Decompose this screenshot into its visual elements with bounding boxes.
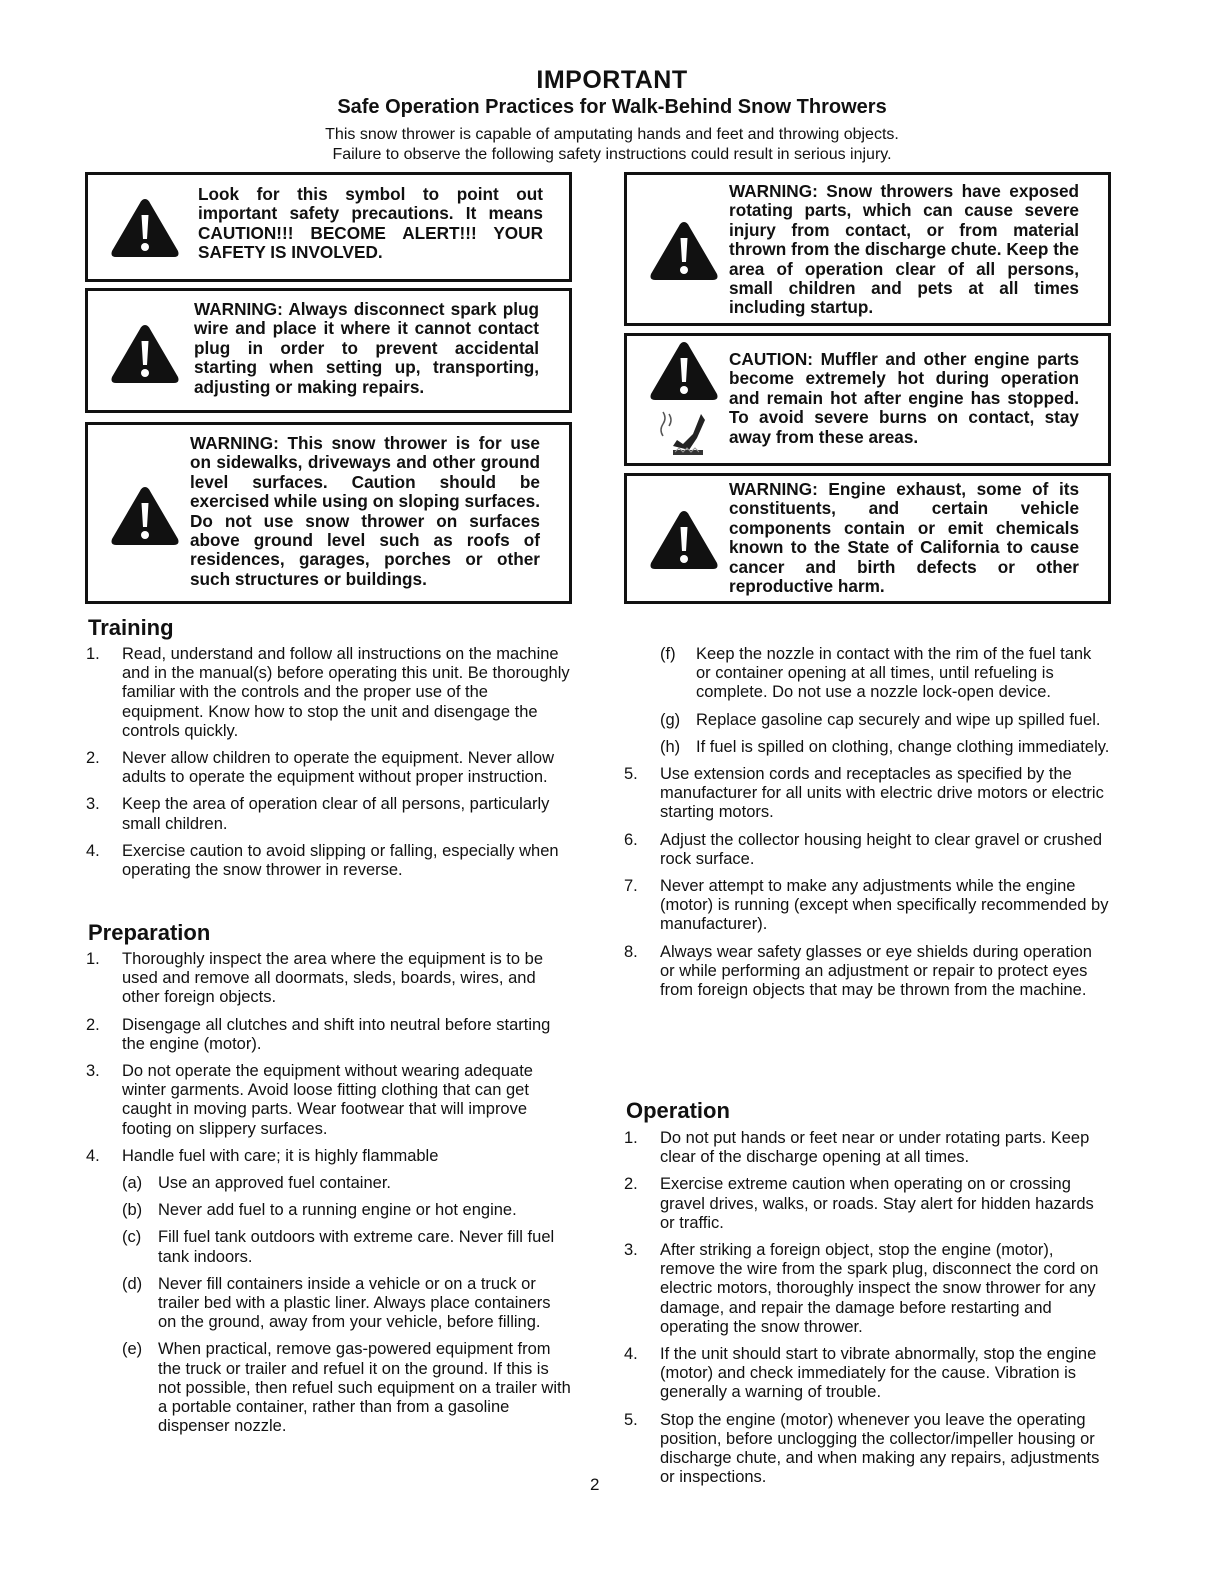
item-text: Never allow children to operate the equipment. Never allow adults to operate the equipment without proper instruction. bbox=[122, 749, 554, 787]
item-number: 2. bbox=[624, 1175, 638, 1194]
list-item bbox=[86, 842, 572, 880]
item-number: 6. bbox=[624, 830, 638, 849]
list-item bbox=[86, 749, 572, 787]
item-number: 2. bbox=[86, 749, 100, 768]
list-item bbox=[624, 1241, 1110, 1337]
item-number: 3. bbox=[624, 1241, 638, 1260]
exhaust-warning-text: WARNING: Engine exhaust, some of its constituents, and certain vehicle components contain or emit chemicals known to the State of California to cause cancer and birth defects or other reproductive harm. bbox=[729, 479, 1079, 597]
list-item bbox=[86, 1147, 572, 1166]
preparation-heading: Preparation bbox=[88, 920, 211, 945]
item-number: 1. bbox=[86, 645, 100, 663]
rotating-parts-warning-box bbox=[624, 172, 1111, 326]
list-item bbox=[86, 1016, 572, 1054]
list-item bbox=[624, 831, 1110, 869]
item-number: 4. bbox=[86, 841, 100, 860]
item-text: Exercise caution to avoid slipping or falling, especially when operating the snow thrower in reverse. bbox=[122, 841, 559, 880]
item-text: Do not operate the equipment without wearing adequate winter garments. Avoid loose fitting clothing that can get caught in moving parts. Wear footwear that will improve footing on slippery surfaces. bbox=[122, 1062, 533, 1138]
item-text: If fuel is spilled on clothing, change clothing immediately. bbox=[696, 737, 1110, 756]
item-text: Handle fuel with care; it is highly flammable bbox=[122, 1146, 439, 1165]
item-text: Do not put hands or feet near or under rotating parts. Keep clear of the discharge opening at all times. bbox=[660, 1129, 1090, 1167]
item-letter: (d) bbox=[122, 1274, 143, 1293]
warning-triangle-icon bbox=[649, 220, 719, 282]
item-text: After striking a foreign object, stop the engine (motor), remove the wire from the spark plug, disconnect the cord on electric motors, thoroughly inspect the snow thrower for any damage, and repair the damage before restarting and operating the snow thrower. bbox=[660, 1241, 1099, 1336]
operation-list bbox=[624, 1129, 1110, 1495]
item-number: 7. bbox=[624, 877, 638, 896]
surfaces-warning-text: WARNING: This snow thrower is for use on sidewalks, driveways and other ground level surfaces. Caution should be exercised while using on sloping surfaces. Do not use snow thrower on surfaces above ground level such as roofs of residences, garages, porches or other such structures or buildings. bbox=[190, 433, 540, 589]
page-number: 2 bbox=[590, 1475, 600, 1494]
rotating-parts-warning-text: WARNING: Snow throwers have exposed rotating parts, which can cause severe injury from contact, or from material thrown from the discharge chute. Keep the area of operation clear of all persons, small children and pets at all times including startup. bbox=[729, 181, 1079, 318]
list-item bbox=[86, 645, 572, 741]
item-text: Keep the nozzle in contact with the rim of the fuel tank or container opening at all times, until refueling is complete. Do not use a nozzle lock-open device. bbox=[696, 645, 1092, 702]
item-number: 4. bbox=[624, 1345, 638, 1364]
item-letter: (e) bbox=[122, 1340, 143, 1359]
item-text: Disengage all clutches and shift into neutral before starting the engine (motor). bbox=[122, 1015, 551, 1053]
item-number: 1. bbox=[624, 1129, 638, 1147]
hot-surface-icon bbox=[653, 404, 713, 459]
item-text: Replace gasoline cap securely and wipe up spilled fuel. bbox=[696, 710, 1101, 729]
spark-plug-warning-text: WARNING: Always disconnect spark plug wire and place it where it cannot contact plug in order to prevent accidental starting when setting up, transporting, adjusting or making repairs. bbox=[194, 299, 539, 397]
list-item bbox=[624, 1175, 1110, 1233]
muffler-caution-box bbox=[624, 333, 1111, 466]
exhaust-warning-box bbox=[624, 473, 1111, 604]
list-item bbox=[624, 1129, 1110, 1167]
list-item bbox=[86, 795, 572, 833]
item-number: 3. bbox=[86, 795, 100, 814]
page-subtitle: Safe Operation Practices for Walk-Behind Snow Throwers bbox=[337, 96, 887, 118]
sub-list-item bbox=[86, 1201, 572, 1220]
sub-list-item bbox=[86, 1340, 572, 1436]
muffler-caution-text: CAUTION: Muffler and other engine parts become extremely hot during operation and remain hot after engine has stopped. To avoid severe burns on contact, stay away from these areas. bbox=[729, 349, 1079, 447]
list-item bbox=[624, 1345, 1110, 1403]
training-list bbox=[86, 645, 572, 888]
item-text: Exercise extreme caution when operating on or crossing gravel drives, walks, or roads. Stay alert for hidden hazards or traffic. bbox=[660, 1175, 1094, 1232]
training-heading: Training bbox=[88, 615, 174, 640]
warning-triangle-icon bbox=[649, 340, 719, 402]
item-text: Never add fuel to a running engine or hot engine. bbox=[158, 1201, 517, 1220]
item-number: 3. bbox=[86, 1062, 100, 1081]
item-text: Always wear safety glasses or eye shields during operation or while performing an adjustment or repair to protect eyes from foreign objects that may be thrown from the machine. bbox=[660, 942, 1092, 1000]
item-number: 5. bbox=[624, 1410, 638, 1429]
item-text: When practical, remove gas-powered equipment from the truck or trailer and refuel it on the ground. If this is not possible, then refuel such equipment on a trailer with a portable container, rather than from a gasoline dispenser nozzle. bbox=[158, 1340, 571, 1436]
list-item bbox=[624, 877, 1110, 935]
item-letter: (g) bbox=[660, 710, 681, 729]
list-item bbox=[86, 1062, 572, 1139]
item-number: 8. bbox=[624, 942, 638, 961]
item-letter: (c) bbox=[122, 1228, 142, 1247]
item-text: Fill fuel tank outdoors with extreme care. Never fill fuel tank indoors. bbox=[158, 1228, 555, 1266]
warning-triangle-icon bbox=[110, 485, 180, 547]
intro-line-2: Failure to observe the following safety instructions could result in serious injury. bbox=[332, 146, 892, 163]
warning-triangle-icon bbox=[110, 323, 180, 385]
safety-symbol-text: Look for this symbol to point out important safety precautions. It means CAUTION!!! BECOME ALERT!!! YOUR SAFETY IS INVOLVED. bbox=[198, 184, 543, 263]
sub-list-item bbox=[624, 738, 1110, 757]
item-text: Stop the engine (motor) whenever you leave the operating position, before unclogging the collector/impeller housing or discharge chute, and when making any repairs, adjustments or inspections. bbox=[660, 1410, 1100, 1487]
item-number: 5. bbox=[624, 765, 638, 784]
item-text: If the unit should start to vibrate abnormally, stop the engine (motor) and check immediately for the cause. Vibration is generally a warning of trouble. bbox=[660, 1345, 1097, 1402]
item-letter: (f) bbox=[660, 645, 676, 663]
item-letter: (b) bbox=[122, 1201, 143, 1220]
item-letter: (h) bbox=[660, 737, 681, 756]
spark-plug-warning-box bbox=[85, 288, 572, 413]
page-title: IMPORTANT bbox=[536, 66, 688, 94]
item-text: Adjust the collector housing height to clear gravel or crushed rock surface. bbox=[660, 830, 1103, 868]
item-text: Read, understand and follow all instructions on the machine and in the manual(s) before operating this unit. Be thoroughly familiar with the controls and the proper use of the equipment. Know how to stop the unit and disengage the controls quickly. bbox=[122, 645, 570, 740]
item-text: Thoroughly inspect the area where the equipment is to be used and remove all doormats, sleds, boards, wires, and other foreign objects. bbox=[122, 950, 544, 1007]
sub-list-item bbox=[86, 1174, 572, 1193]
operation-heading: Operation bbox=[626, 1098, 730, 1123]
sub-list-item bbox=[86, 1275, 572, 1333]
item-number: 1. bbox=[86, 950, 100, 968]
item-text: Use extension cords and receptacles as specified by the manufacturer for all units with electric drive motors or electric starting motors. bbox=[660, 765, 1104, 822]
item-text: Keep the area of operation clear of all persons, particularly small children. bbox=[122, 795, 550, 833]
warning-triangle-icon bbox=[649, 509, 719, 571]
item-text: Never attempt to make any adjustments while the engine (motor) is running (except when specifically recommended by manufacturer). bbox=[660, 877, 1109, 934]
item-text: Never fill containers inside a vehicle or on a truck or trailer bed with a plastic liner. Always place containers on the ground, away from your vehicle, before filling. bbox=[158, 1274, 551, 1332]
preparation-list bbox=[86, 950, 572, 1444]
sub-list-item bbox=[624, 645, 1110, 703]
sub-list-item bbox=[86, 1228, 572, 1266]
sub-list-item bbox=[624, 711, 1110, 730]
item-text: Use an approved fuel container. bbox=[158, 1174, 391, 1193]
preparation-continued-list bbox=[624, 645, 1110, 1008]
list-item bbox=[624, 1411, 1110, 1488]
safety-symbol-box bbox=[85, 172, 572, 282]
list-item bbox=[624, 943, 1110, 1001]
intro-line-1: This snow thrower is capable of amputating hands and feet and throwing objects. bbox=[325, 126, 899, 143]
warning-triangle-icon bbox=[110, 197, 180, 259]
list-item bbox=[624, 765, 1110, 823]
surfaces-warning-box bbox=[85, 422, 572, 604]
item-number: 4. bbox=[86, 1146, 100, 1165]
item-number: 2. bbox=[86, 1015, 100, 1034]
list-item bbox=[86, 950, 572, 1008]
item-letter: (a) bbox=[122, 1174, 143, 1193]
